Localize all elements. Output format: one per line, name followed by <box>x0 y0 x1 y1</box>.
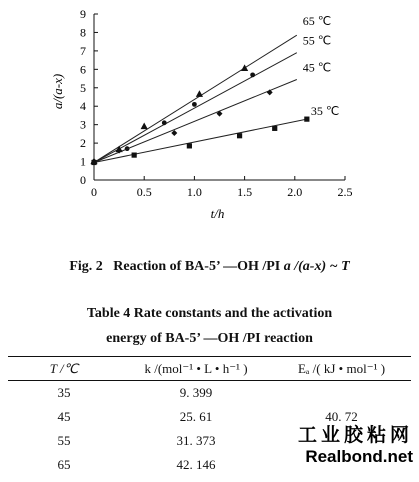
figure-caption-formula: a /(a-x) ~ T <box>283 259 350 274</box>
series-label: 65 ℃ <box>302 14 332 29</box>
figure-caption-text: Reaction of BA-5’ —OH /PI <box>113 259 281 274</box>
x-tick-label: 1.0 <box>186 185 202 199</box>
y-tick-label: 2 <box>80 136 86 151</box>
watermark-logo <box>298 420 413 467</box>
x-tick-label: 2.0 <box>287 185 303 199</box>
series-label: 35 ℃ <box>310 104 340 119</box>
y-tick-label: 9 <box>80 7 86 21</box>
data-point-circle <box>162 120 167 125</box>
data-point-square <box>272 126 277 131</box>
cell-temperature: 35 <box>57 384 71 400</box>
header-rate-constant: k /(mol⁻¹ • L • h⁻¹ ) <box>144 360 248 376</box>
fit-line <box>94 119 307 162</box>
y-tick-label: 8 <box>80 25 86 40</box>
table-title-line1: Table 4 Rate constants and the activation <box>86 306 333 321</box>
y-tick-label: 6 <box>80 62 86 77</box>
data-point-triangle <box>196 90 203 97</box>
header-activation-energy: Eₐ /( kJ • mol⁻¹ ) <box>297 360 386 376</box>
figure-caption <box>0 259 419 275</box>
header-temperature: T /℃ <box>49 360 79 376</box>
watermark-en: Realbond.net <box>305 447 413 466</box>
cell-rate-constant: 31. 373 <box>176 432 216 448</box>
y-tick-label: 0 <box>80 173 86 187</box>
x-axis-label: t/h <box>210 206 225 221</box>
data-point-circle <box>250 72 255 77</box>
cell-rate-constant: 42. 146 <box>176 456 216 472</box>
fit-line <box>94 79 297 162</box>
data-point-square <box>91 160 96 165</box>
data-point-diamond <box>267 89 273 95</box>
y-tick-label: 1 <box>80 154 86 169</box>
cell-temperature: 55 <box>57 432 71 448</box>
data-point-square <box>237 133 242 138</box>
table-header-row <box>8 357 411 381</box>
watermark-cn: 工业胶粘网 <box>297 424 413 446</box>
data-point-triangle <box>141 123 148 130</box>
y-tick-label: 3 <box>80 117 86 132</box>
x-tick-label: 2.5 <box>337 185 353 199</box>
y-tick-label: 4 <box>80 99 86 114</box>
x-tick-label: 0 <box>91 185 97 199</box>
y-tick-label: 7 <box>80 43 86 58</box>
cell-rate-constant: 9. 399 <box>179 384 213 400</box>
cell-temperature: 65 <box>57 456 71 472</box>
data-point-circle <box>192 102 197 107</box>
fit-line <box>94 53 297 163</box>
data-point-square <box>304 117 309 122</box>
series-label: 45 ℃ <box>302 60 332 75</box>
cell-activation-energy: 40. 72 <box>325 408 358 424</box>
y-axis-label: a/(a-x) <box>50 73 65 110</box>
cell-rate-constant: 25. 61 <box>179 408 213 424</box>
data-point-square <box>187 143 192 148</box>
table-row <box>8 381 411 405</box>
series-label: 55 ℃ <box>302 33 332 48</box>
figure-caption-prefix: Fig. 2 <box>69 259 103 274</box>
x-tick-label: 0.5 <box>136 185 152 199</box>
fit-line <box>94 35 297 162</box>
y-tick-label: 5 <box>80 80 86 95</box>
cell-temperature: 45 <box>57 408 71 424</box>
data-point-triangle <box>241 64 248 71</box>
data-point-square <box>132 153 137 158</box>
table-title-line2: energy of BA-5’ —OH /PI reaction <box>106 331 313 346</box>
x-tick-label: 1.5 <box>237 185 253 199</box>
cell-activation-energy <box>272 381 411 405</box>
